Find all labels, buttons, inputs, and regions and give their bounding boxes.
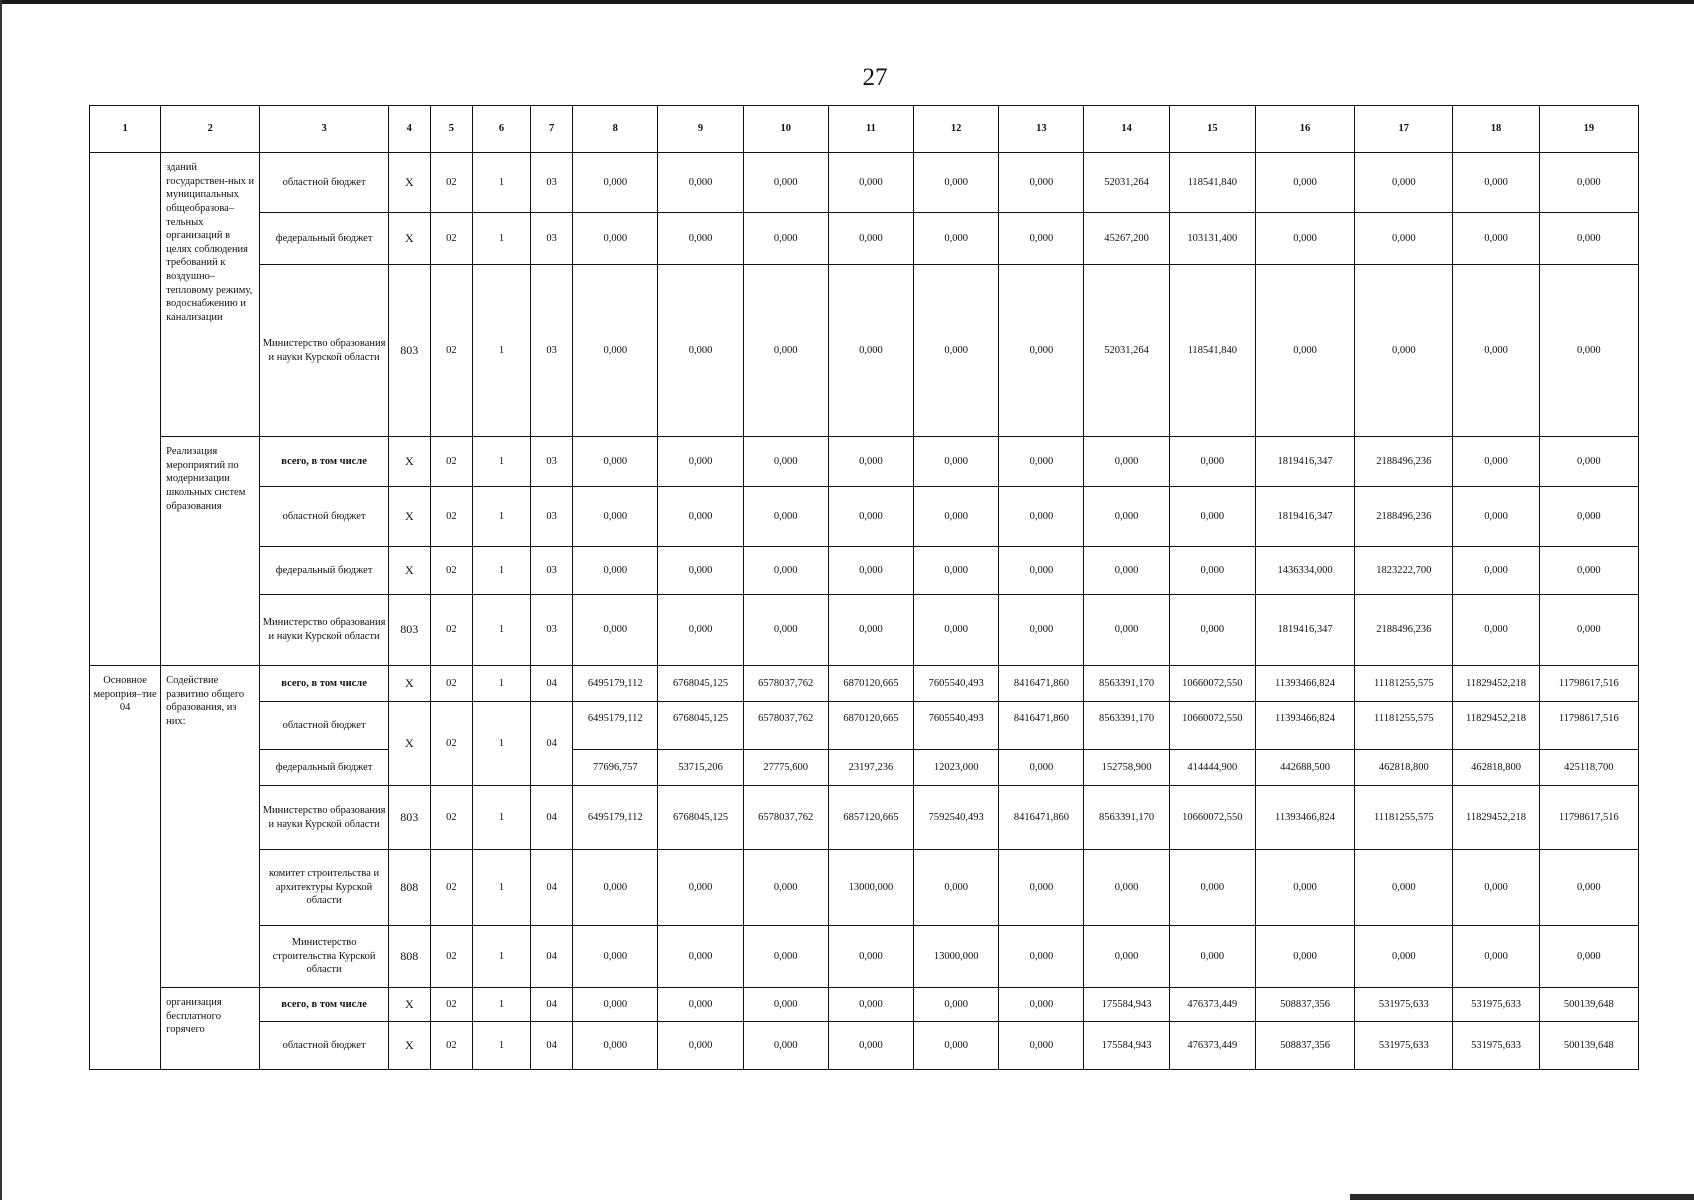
value-cell: 0,000: [999, 487, 1084, 547]
value-cell: 6768045,125: [658, 702, 743, 750]
code-cell: 02: [430, 265, 472, 437]
value-cell: 0,000: [914, 487, 999, 547]
value-cell: 0,000: [1169, 437, 1255, 487]
value-cell: 152758,900: [1084, 750, 1169, 786]
value-cell: 1819416,347: [1255, 437, 1354, 487]
value-cell: 8416471,860: [999, 702, 1084, 750]
value-cell: 0,000: [828, 547, 913, 595]
table-row: [90, 750, 1639, 786]
value-cell: 0,000: [1084, 547, 1169, 595]
value-cell: 0,000: [1355, 213, 1453, 265]
header-cell: 16: [1255, 106, 1354, 153]
code-cell: 03: [531, 487, 573, 547]
header-cell: 11: [828, 106, 913, 153]
value-cell: 0,000: [999, 850, 1084, 926]
value-cell: 0,000: [658, 926, 743, 988]
value-cell: 0,000: [1453, 437, 1539, 487]
value-cell: 0,000: [743, 547, 828, 595]
value-cell: 0,000: [828, 153, 913, 213]
value-cell: 0,000: [914, 850, 999, 926]
value-cell: 0,000: [573, 595, 658, 666]
source-cell: Министерство образования и науки Курской области: [260, 595, 388, 666]
value-cell: 0,000: [743, 595, 828, 666]
value-cell: 7605540,493: [914, 702, 999, 750]
value-cell: 0,000: [999, 926, 1084, 988]
value-cell: 0,000: [999, 547, 1084, 595]
value-cell: 2188496,236: [1355, 487, 1453, 547]
value-cell: 0,000: [914, 595, 999, 666]
value-cell: 0,000: [914, 153, 999, 213]
value-cell: 0,000: [1169, 926, 1255, 988]
value-cell: 6768045,125: [658, 666, 743, 702]
header-cell: 19: [1539, 106, 1638, 153]
value-cell: 118541,840: [1169, 265, 1255, 437]
value-cell: 45267,200: [1084, 213, 1169, 265]
value-cell: 0,000: [828, 437, 913, 487]
table-row: [90, 153, 1639, 213]
code-cell: 02: [430, 547, 472, 595]
value-cell: 2188496,236: [1355, 437, 1453, 487]
value-cell: 12023,000: [914, 750, 999, 786]
code-cell: 1: [472, 437, 530, 487]
value-cell: 442688,500: [1255, 750, 1354, 786]
value-cell: 0,000: [999, 750, 1084, 786]
code-cell: 02: [430, 702, 472, 786]
value-cell: 6578037,762: [743, 702, 828, 750]
value-cell: 531975,633: [1355, 1022, 1453, 1070]
value-cell: 0,000: [828, 988, 913, 1022]
value-cell: 0,000: [828, 926, 913, 988]
code-cell: 04: [531, 1022, 573, 1070]
header-cell: 4: [388, 106, 430, 153]
code-cell: 1: [472, 702, 530, 786]
value-cell: 11393466,824: [1255, 786, 1354, 850]
code-cell: 1: [472, 153, 530, 213]
header-row: [90, 106, 1639, 153]
value-cell: 0,000: [1539, 926, 1638, 988]
table-body: [90, 106, 1639, 1070]
value-cell: 11798617,516: [1539, 702, 1638, 750]
value-cell: 11829452,218: [1453, 666, 1539, 702]
value-cell: 425118,700: [1539, 750, 1638, 786]
value-cell: 0,000: [1255, 850, 1354, 926]
value-cell: 0,000: [658, 153, 743, 213]
value-cell: 6495179,112: [573, 786, 658, 850]
code-cell: X: [388, 702, 430, 786]
value-cell: 0,000: [1169, 487, 1255, 547]
value-cell: 1436334,000: [1255, 547, 1354, 595]
code-cell: 02: [430, 666, 472, 702]
code-cell: 04: [531, 786, 573, 850]
code-cell: 02: [430, 850, 472, 926]
value-cell: 0,000: [999, 213, 1084, 265]
value-cell: 10660072,550: [1169, 702, 1255, 750]
value-cell: 0,000: [743, 926, 828, 988]
code-cell: 803: [388, 595, 430, 666]
value-cell: 27775,600: [743, 750, 828, 786]
value-cell: 0,000: [1453, 926, 1539, 988]
value-cell: 0,000: [1255, 265, 1354, 437]
source-cell: всего, в том числе: [260, 437, 388, 487]
value-cell: 0,000: [914, 988, 999, 1022]
header-cell: 5: [430, 106, 472, 153]
value-cell: 0,000: [743, 213, 828, 265]
value-cell: 0,000: [1355, 926, 1453, 988]
value-cell: 0,000: [1169, 547, 1255, 595]
value-cell: 508837,356: [1255, 1022, 1354, 1070]
value-cell: 476373,449: [1169, 988, 1255, 1022]
table-row: [90, 213, 1639, 265]
value-cell: 1819416,347: [1255, 487, 1354, 547]
source-cell: областной бюджет: [260, 1022, 388, 1070]
value-cell: 0,000: [1355, 265, 1453, 437]
value-cell: 500139,648: [1539, 1022, 1638, 1070]
code-cell: 04: [531, 850, 573, 926]
value-cell: 0,000: [1453, 153, 1539, 213]
value-cell: 0,000: [999, 1022, 1084, 1070]
value-cell: 531975,633: [1355, 988, 1453, 1022]
value-cell: 0,000: [1169, 850, 1255, 926]
value-cell: 52031,264: [1084, 153, 1169, 213]
code-cell: 03: [531, 437, 573, 487]
scan-edge-bottom: [1350, 1194, 1694, 1200]
code-cell: X: [388, 153, 430, 213]
value-cell: 8416471,860: [999, 786, 1084, 850]
value-cell: 0,000: [914, 265, 999, 437]
header-cell: 18: [1453, 106, 1539, 153]
value-cell: 0,000: [573, 926, 658, 988]
section-title-cell: зданий государствен-ных и муниципальных общеобразова–тельных организаций в целях соблюдения требований к воздушно–тепловому режиму, водоснабжению и канализации: [161, 153, 260, 437]
value-cell: 0,000: [658, 850, 743, 926]
header-cell: 12: [914, 106, 999, 153]
value-cell: 13000,000: [914, 926, 999, 988]
source-cell: всего, в том числе: [260, 988, 388, 1022]
value-cell: 53715,206: [658, 750, 743, 786]
source-cell: областной бюджет: [260, 487, 388, 547]
value-cell: 462818,800: [1355, 750, 1453, 786]
value-cell: 0,000: [1539, 213, 1638, 265]
code-cell: 1: [472, 595, 530, 666]
table-row: [90, 547, 1639, 595]
value-cell: 0,000: [1355, 850, 1453, 926]
code-cell: 808: [388, 926, 430, 988]
value-cell: 2188496,236: [1355, 595, 1453, 666]
value-cell: 103131,400: [1169, 213, 1255, 265]
value-cell: 0,000: [1453, 487, 1539, 547]
header-cell: 13: [999, 106, 1084, 153]
source-cell: Министерство строительства Курской области: [260, 926, 388, 988]
code-cell: X: [388, 1022, 430, 1070]
value-cell: 0,000: [999, 265, 1084, 437]
source-cell: областной бюджет: [260, 153, 388, 213]
header-cell: 2: [161, 106, 260, 153]
value-cell: 0,000: [1539, 595, 1638, 666]
value-cell: 0,000: [999, 153, 1084, 213]
code-cell: 02: [430, 926, 472, 988]
code-cell: 1: [472, 213, 530, 265]
value-cell: 0,000: [658, 547, 743, 595]
value-cell: 0,000: [1539, 487, 1638, 547]
code-cell: 03: [531, 265, 573, 437]
table-row: [90, 595, 1639, 666]
value-cell: 0,000: [1539, 437, 1638, 487]
table-row: [90, 437, 1639, 487]
code-cell: 803: [388, 786, 430, 850]
value-cell: 0,000: [1084, 850, 1169, 926]
code-cell: 1: [472, 487, 530, 547]
value-cell: 0,000: [999, 988, 1084, 1022]
code-cell: 02: [430, 1022, 472, 1070]
value-cell: 462818,800: [1453, 750, 1539, 786]
value-cell: 0,000: [1355, 153, 1453, 213]
header-cell: 9: [658, 106, 743, 153]
value-cell: 0,000: [743, 265, 828, 437]
value-cell: 6578037,762: [743, 666, 828, 702]
source-cell: Министерство образования и науки Курской области: [260, 786, 388, 850]
value-cell: 0,000: [573, 265, 658, 437]
value-cell: 8563391,170: [1084, 702, 1169, 750]
value-cell: 0,000: [573, 850, 658, 926]
code-cell: 04: [531, 666, 573, 702]
code-cell: 1: [472, 850, 530, 926]
code-cell: X: [388, 487, 430, 547]
table-row: [90, 786, 1639, 850]
code-cell: 02: [430, 213, 472, 265]
code-cell: 02: [430, 595, 472, 666]
code-cell: 1: [472, 926, 530, 988]
value-cell: 0,000: [914, 547, 999, 595]
value-cell: 0,000: [573, 1022, 658, 1070]
table-row: [90, 702, 1639, 750]
value-cell: 0,000: [1084, 487, 1169, 547]
code-cell: 1: [472, 666, 530, 702]
code-cell: 1: [472, 265, 530, 437]
table-row: [90, 666, 1639, 702]
value-cell: 0,000: [1453, 595, 1539, 666]
code-cell: 803: [388, 265, 430, 437]
header-cell: 17: [1355, 106, 1453, 153]
value-cell: 0,000: [1084, 595, 1169, 666]
value-cell: 175584,943: [1084, 1022, 1169, 1070]
value-cell: 8563391,170: [1084, 786, 1169, 850]
header-cell: 15: [1169, 106, 1255, 153]
header-cell: 6: [472, 106, 530, 153]
value-cell: 0,000: [1539, 547, 1638, 595]
code-cell: X: [388, 547, 430, 595]
code-cell: 04: [531, 702, 573, 786]
value-cell: 11829452,218: [1453, 786, 1539, 850]
value-cell: 531975,633: [1453, 988, 1539, 1022]
code-cell: 1: [472, 786, 530, 850]
value-cell: 0,000: [828, 487, 913, 547]
value-cell: 0,000: [914, 437, 999, 487]
code-cell: 02: [430, 487, 472, 547]
value-cell: 6578037,762: [743, 786, 828, 850]
value-cell: 0,000: [743, 487, 828, 547]
code-cell: 03: [531, 547, 573, 595]
value-cell: 7592540,493: [914, 786, 999, 850]
scan-edge-top: [0, 0, 1694, 4]
value-cell: 508837,356: [1255, 988, 1354, 1022]
value-cell: 1823222,700: [1355, 547, 1453, 595]
code-cell: 02: [430, 786, 472, 850]
source-cell: Министерство образования и науки Курской области: [260, 265, 388, 437]
source-cell: областной бюджет: [260, 702, 388, 750]
value-cell: 1819416,347: [1255, 595, 1354, 666]
value-cell: 0,000: [1539, 850, 1638, 926]
value-cell: 0,000: [1453, 547, 1539, 595]
source-cell: комитет строительства и архитектуры Курской области: [260, 850, 388, 926]
value-cell: 0,000: [743, 850, 828, 926]
value-cell: 6495179,112: [573, 666, 658, 702]
value-cell: 6870120,665: [828, 666, 913, 702]
header-cell: 10: [743, 106, 828, 153]
value-cell: 0,000: [1539, 265, 1638, 437]
value-cell: 0,000: [658, 487, 743, 547]
value-cell: 0,000: [828, 265, 913, 437]
value-cell: 0,000: [999, 595, 1084, 666]
code-cell: 1: [472, 547, 530, 595]
code-cell: 02: [430, 988, 472, 1022]
value-cell: 0,000: [658, 1022, 743, 1070]
value-cell: 8563391,170: [1084, 666, 1169, 702]
value-cell: 8416471,860: [999, 666, 1084, 702]
value-cell: 11798617,516: [1539, 666, 1638, 702]
value-cell: 0,000: [658, 437, 743, 487]
header-cell: 7: [531, 106, 573, 153]
source-cell: федеральный бюджет: [260, 547, 388, 595]
value-cell: 118541,840: [1169, 153, 1255, 213]
value-cell: 500139,648: [1539, 988, 1638, 1022]
value-cell: 6495179,112: [573, 702, 658, 750]
value-cell: 0,000: [1255, 153, 1354, 213]
code-cell: 03: [531, 595, 573, 666]
value-cell: 0,000: [1169, 595, 1255, 666]
value-cell: 0,000: [658, 595, 743, 666]
code-cell: 03: [531, 153, 573, 213]
value-cell: 10660072,550: [1169, 786, 1255, 850]
value-cell: 175584,943: [1084, 988, 1169, 1022]
scan-edge-left: [0, 0, 2, 1200]
value-cell: 414444,900: [1169, 750, 1255, 786]
value-cell: 10660072,550: [1169, 666, 1255, 702]
value-cell: 11829452,218: [1453, 702, 1539, 750]
source-cell: федеральный бюджет: [260, 750, 388, 786]
value-cell: 0,000: [914, 213, 999, 265]
table-row: [90, 487, 1639, 547]
value-cell: 0,000: [573, 988, 658, 1022]
table-row: [90, 926, 1639, 988]
value-cell: 0,000: [1453, 850, 1539, 926]
value-cell: 0,000: [1084, 437, 1169, 487]
value-cell: 0,000: [573, 213, 658, 265]
code-cell: X: [388, 437, 430, 487]
header-cell: 8: [573, 106, 658, 153]
header-cell: 3: [260, 106, 388, 153]
value-cell: 0,000: [828, 1022, 913, 1070]
value-cell: 0,000: [658, 988, 743, 1022]
value-cell: 11393466,824: [1255, 702, 1354, 750]
value-cell: 23197,236: [828, 750, 913, 786]
code-cell: 1: [472, 988, 530, 1022]
value-cell: 0,000: [828, 213, 913, 265]
value-cell: 476373,449: [1169, 1022, 1255, 1070]
value-cell: 0,000: [914, 1022, 999, 1070]
code-cell: 04: [531, 926, 573, 988]
value-cell: 0,000: [999, 437, 1084, 487]
value-cell: 0,000: [1255, 926, 1354, 988]
value-cell: 0,000: [658, 213, 743, 265]
value-cell: 11798617,516: [1539, 786, 1638, 850]
value-cell: 7605540,493: [914, 666, 999, 702]
value-cell: 11181255,575: [1355, 702, 1453, 750]
value-cell: 0,000: [658, 265, 743, 437]
code-cell: 04: [531, 988, 573, 1022]
section-title-cell: организация бесплатного горячего: [161, 988, 260, 1070]
value-cell: 0,000: [573, 437, 658, 487]
value-cell: 531975,633: [1453, 1022, 1539, 1070]
section-title-cell: Реализация мероприятий по модернизации школьных систем образования: [161, 437, 260, 666]
value-cell: 11181255,575: [1355, 666, 1453, 702]
section-number-cell: Основное мероприя–тие 04: [90, 666, 161, 1070]
value-cell: 0,000: [1084, 926, 1169, 988]
value-cell: 0,000: [743, 437, 828, 487]
budget-table: [89, 105, 1639, 1070]
value-cell: 0,000: [743, 988, 828, 1022]
table-row: [90, 988, 1639, 1022]
value-cell: 11181255,575: [1355, 786, 1453, 850]
source-cell: всего, в том числе: [260, 666, 388, 702]
code-cell: X: [388, 666, 430, 702]
value-cell: 6870120,665: [828, 702, 913, 750]
code-cell: X: [388, 988, 430, 1022]
code-cell: 1: [472, 1022, 530, 1070]
table-row: [90, 265, 1639, 437]
header-cell: 14: [1084, 106, 1169, 153]
source-cell: федеральный бюджет: [260, 213, 388, 265]
value-cell: 0,000: [1255, 213, 1354, 265]
value-cell: 0,000: [1539, 153, 1638, 213]
header-cell: 1: [90, 106, 161, 153]
value-cell: 13000,000: [828, 850, 913, 926]
code-cell: 02: [430, 153, 472, 213]
value-cell: 0,000: [1453, 265, 1539, 437]
section-number-cell: [90, 153, 161, 666]
value-cell: 77696,757: [573, 750, 658, 786]
value-cell: 0,000: [828, 595, 913, 666]
value-cell: 0,000: [573, 153, 658, 213]
value-cell: 6768045,125: [658, 786, 743, 850]
value-cell: 0,000: [743, 1022, 828, 1070]
page-number: 27: [862, 64, 888, 91]
code-cell: 808: [388, 850, 430, 926]
value-cell: 52031,264: [1084, 265, 1169, 437]
table-row: [90, 850, 1639, 926]
code-cell: 02: [430, 437, 472, 487]
value-cell: 0,000: [573, 487, 658, 547]
code-cell: 03: [531, 213, 573, 265]
value-cell: 0,000: [1453, 213, 1539, 265]
value-cell: 6857120,665: [828, 786, 913, 850]
code-cell: X: [388, 213, 430, 265]
value-cell: 0,000: [743, 153, 828, 213]
value-cell: 11393466,824: [1255, 666, 1354, 702]
value-cell: 0,000: [573, 547, 658, 595]
section-title-cell: Содействие развитию общего образования, из них:: [161, 666, 260, 988]
table-row: [90, 1022, 1639, 1070]
